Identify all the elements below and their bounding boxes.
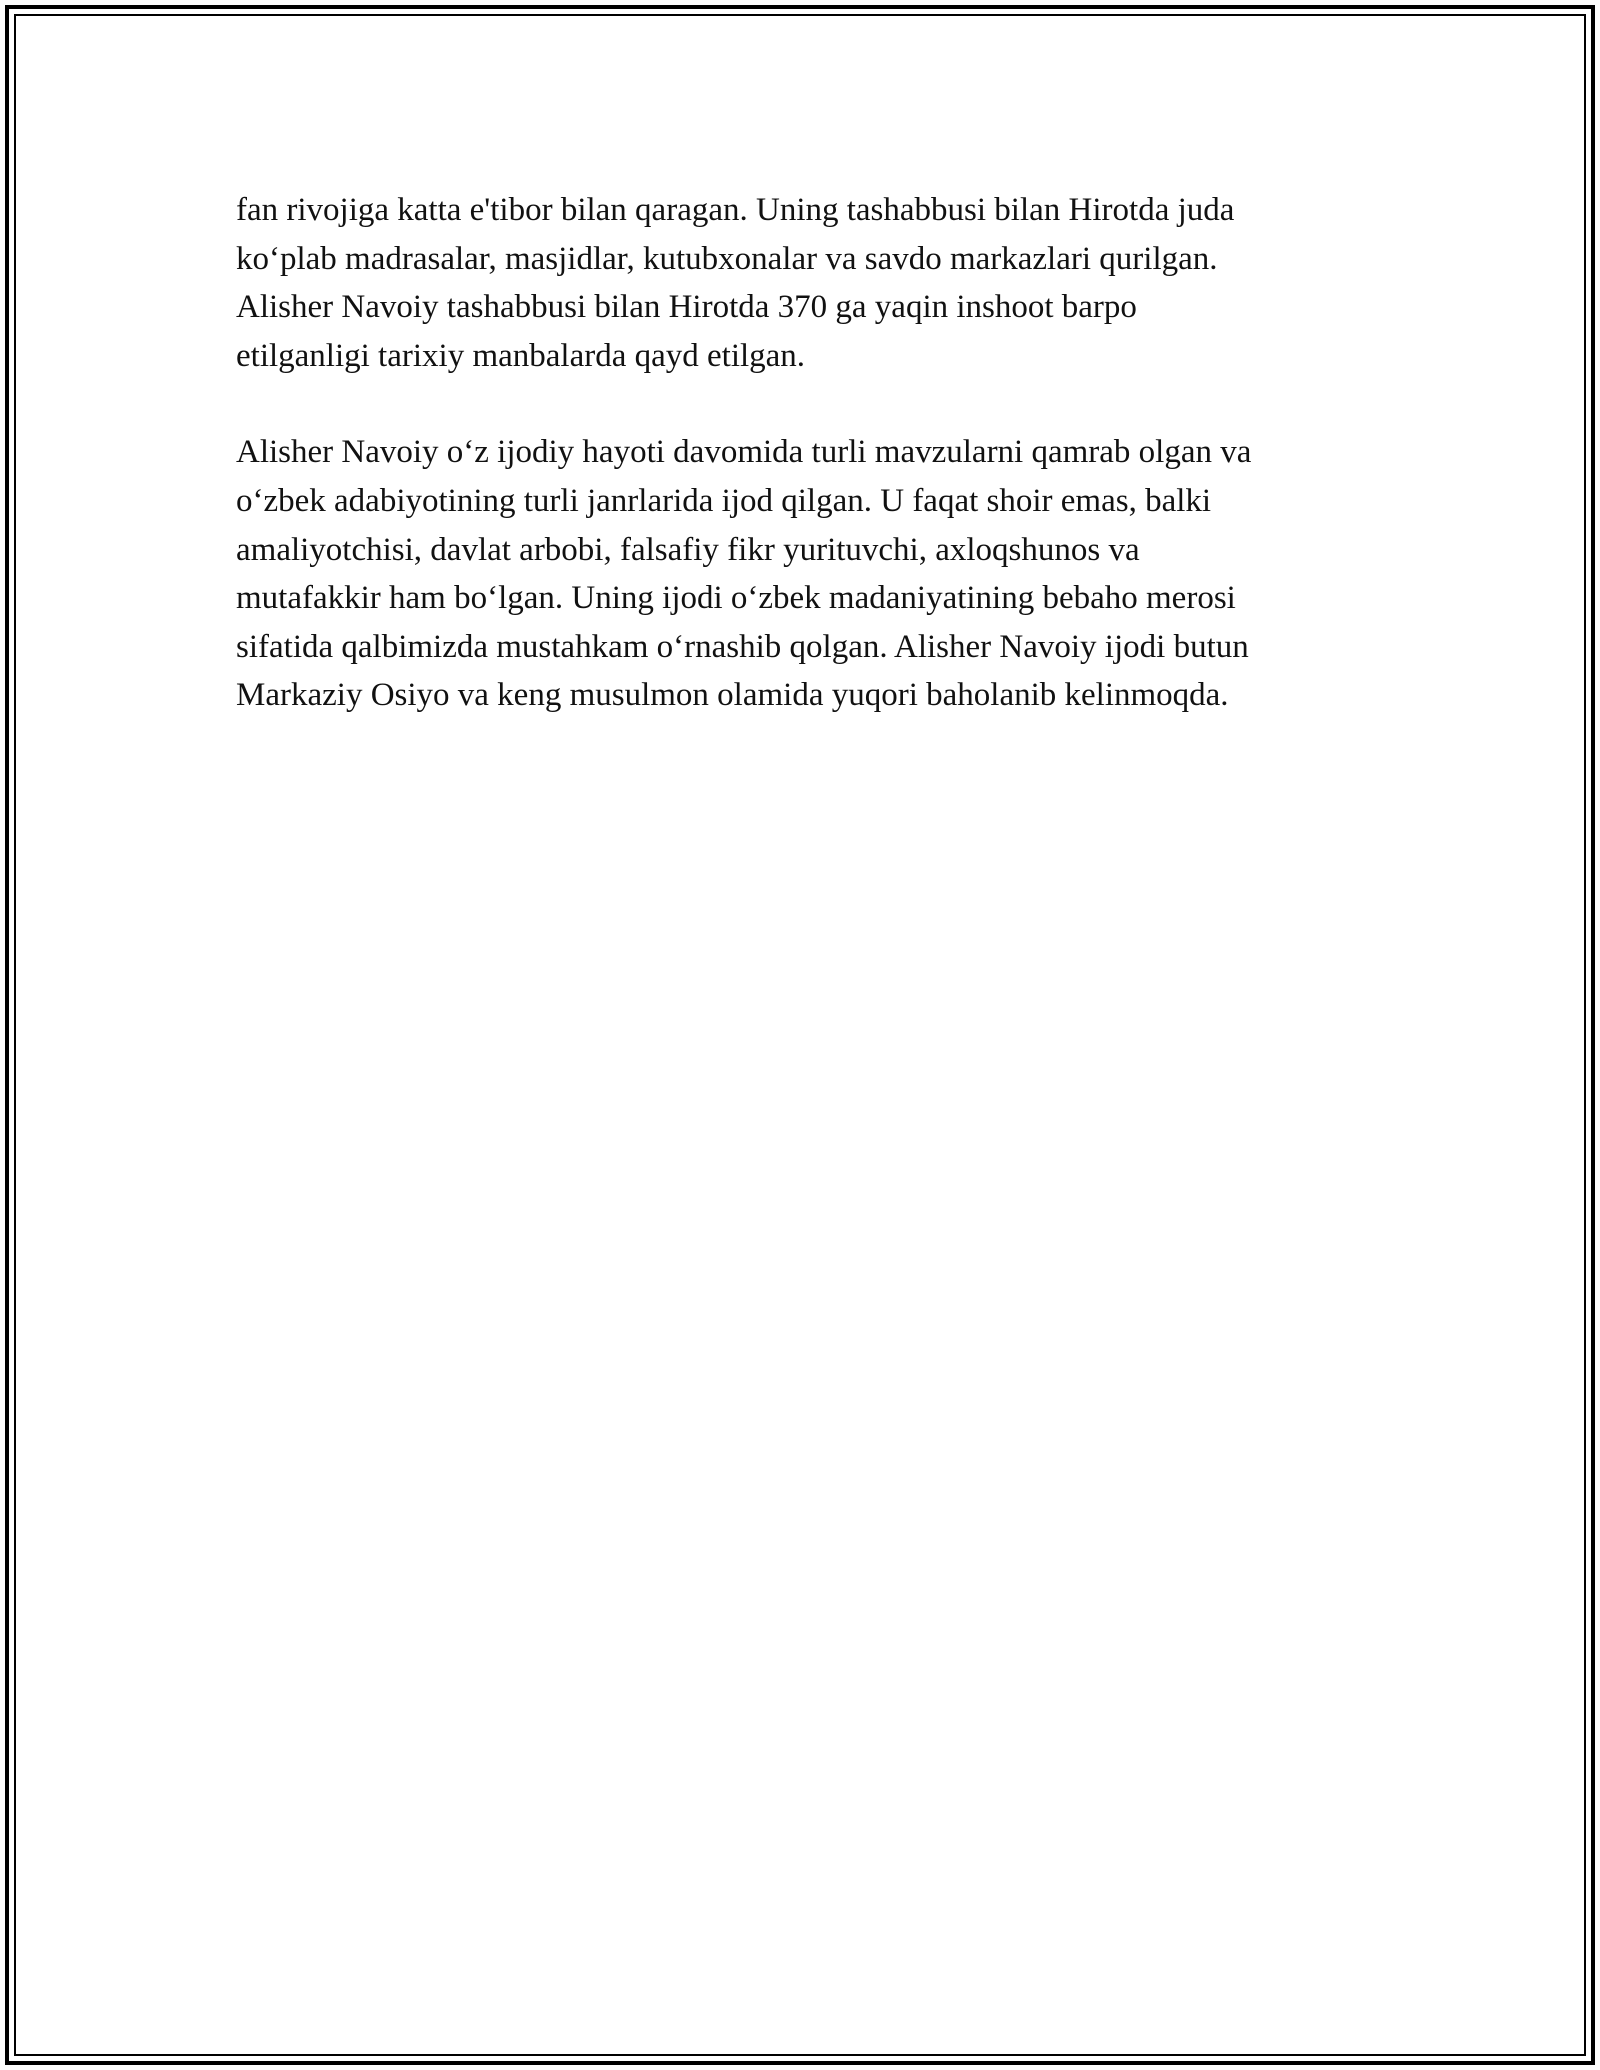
text-line: Markaziy Osiyo va keng musulmon olamida yuqori baholanib kelinmoqda. xyxy=(236,677,1229,714)
text-line: etilganligi tarixiy manbalarda qayd etilgan. xyxy=(236,337,806,374)
document-body xyxy=(236,186,1386,720)
text-line: amaliyotchisi, davlat arbobi, falsafiy fikr yurituvchi, axloqshunos va xyxy=(236,531,1140,568)
text-line: sifatida qalbimizda mustahkam o‘rnashib qolgan. Alisher Navoiy ijodi butun xyxy=(236,628,1249,665)
paragraph-2 xyxy=(236,428,1386,720)
text-line: o‘zbek adabiyotining turli janrlarida ijod qilgan. U faqat shoir emas, balki xyxy=(236,482,1212,519)
text-line: Alisher Navoiy o‘z ijodiy hayoti davomida turli mavzularni qamrab olgan va xyxy=(236,434,1252,471)
text-line: ko‘plab madrasalar, masjidlar, kutubxonalar va savdo markazlari qurilgan. xyxy=(236,240,1218,277)
text-line: fan rivojiga katta e'tibor bilan qaragan. Uning tashabbusi bilan Hirotda juda xyxy=(236,192,1235,228)
paragraph-1 xyxy=(236,186,1386,380)
text-line: mutafakkir ham bo‘lgan. Uning ijodi o‘zbek madaniyatining bebaho merosi xyxy=(236,580,1236,617)
text-line: Alisher Navoiy tashabbusi bilan Hirotda 370 ga yaqin inshoot barpo xyxy=(236,289,1137,326)
